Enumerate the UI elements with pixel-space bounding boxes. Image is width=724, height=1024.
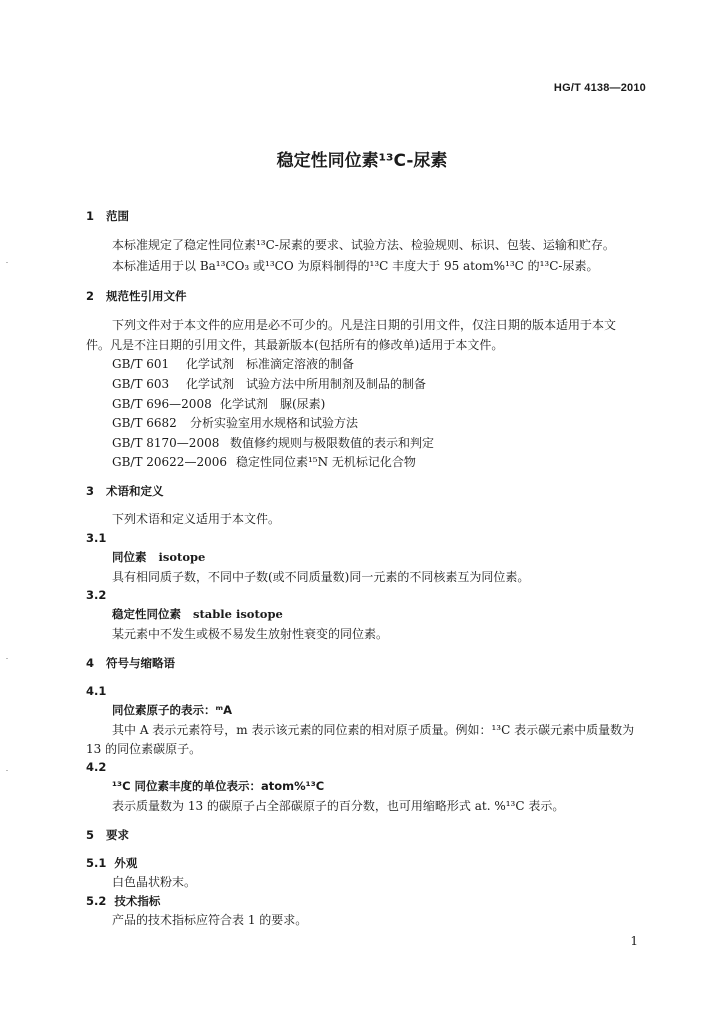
reference-item: GB/T 603 化学试剂 试验方法中所用制剂及制品的制备 [112, 377, 427, 391]
reference-item: GB/T 6682 分析实验室用水规格和试验方法 [112, 416, 359, 430]
subsection-4-1-title: 同位素原子的表示：ᵐA [112, 703, 233, 717]
standard-code: HG/T 4138—2010 [553, 82, 646, 94]
reference-item: GB/T 601 化学试剂 标准滴定溶液的制备 [112, 357, 355, 371]
scan-speck [6, 770, 8, 771]
term-isotope-definition: 具有相同质子数，不同中子数(或不同质量数)同一元素的不同核素互为同位素。 [112, 570, 530, 584]
subsection-4-2-text: 表示质量数为 13 的碳原子占全部碳原子的百分数，也可用缩略形式 at. %¹³C 表示。 [112, 799, 565, 813]
subsection-3-2-number: 3.2 [86, 588, 107, 602]
section-5-heading: 5 要求 [86, 828, 129, 842]
page-number: 1 [630, 934, 638, 948]
term-stable-isotope-definition: 某元素中不发生或极不易发生放射性衰变的同位素。 [112, 627, 389, 641]
section-3-intro: 下列术语和定义适用于本文件。 [112, 512, 281, 526]
reference-item: GB/T 696—2008 化学试剂 脲(尿素) [112, 397, 326, 411]
subsection-4-2-title: ¹³C 同位素丰度的单位表示：atom%¹³C [112, 779, 325, 793]
section-2-heading: 2 规范性引用文件 [86, 289, 187, 303]
section-1-heading: 1 范围 [86, 209, 129, 223]
reference-item: GB/T 20622—2006 稳定性同位素¹⁵N 无机标记化合物 [112, 455, 416, 469]
term-stable-isotope: 稳定性同位素 stable isotope [112, 607, 283, 621]
subsection-5-1-text: 白色晶状粉末。 [112, 875, 197, 889]
document-title: 稳定性同位素¹³C-尿素 [276, 151, 448, 171]
term-isotope: 同位素 isotope [112, 550, 206, 564]
scan-speck [6, 658, 8, 659]
subsection-5-2-heading: 5.2 技术指标 [86, 894, 161, 908]
scan-speck [6, 262, 8, 263]
section-1-paragraph-1: 本标准规定了稳定性同位素¹³C-尿素的要求、试验方法、检验规则、标识、包装、运输和贮存。 [112, 238, 615, 252]
subsection-3-1-number: 3.1 [86, 531, 107, 545]
subsection-4-1-text-line-1: 其中 A 表示元素符号，m 表示该元素的同位素的相对原子质量。例如：¹³C 表示碳元素中质量数为 [112, 723, 635, 737]
subsection-5-1-heading: 5.1 外观 [86, 856, 138, 870]
section-2-paragraph-line-2: 件。凡是不注日期的引用文件，其最新版本(包括所有的修改单)适用于本文件。 [86, 338, 504, 352]
section-4-heading: 4 符号与缩略语 [86, 656, 175, 670]
subsection-4-2-number: 4.2 [86, 760, 107, 774]
subsection-4-1-text-line-2: 13 的同位素碳原子。 [86, 742, 202, 756]
section-2-paragraph-line-1: 下列文件对于本文件的应用是必不可少的。凡是注日期的引用文件，仅注日期的版本适用于本文 [112, 318, 617, 332]
reference-item: GB/T 8170—2008 数值修约规则与极限数值的表示和判定 [112, 436, 435, 450]
section-3-heading: 3 术语和定义 [86, 484, 164, 498]
subsection-4-1-number: 4.1 [86, 684, 107, 698]
subsection-5-2-text: 产品的技术指标应符合表 1 的要求。 [112, 913, 308, 927]
section-1-paragraph-2: 本标准适用于以 Ba¹³CO₃ 或¹³CO 为原料制得的¹³C 丰度大于 95 atom%¹³C 的¹³C-尿素。 [112, 259, 599, 273]
